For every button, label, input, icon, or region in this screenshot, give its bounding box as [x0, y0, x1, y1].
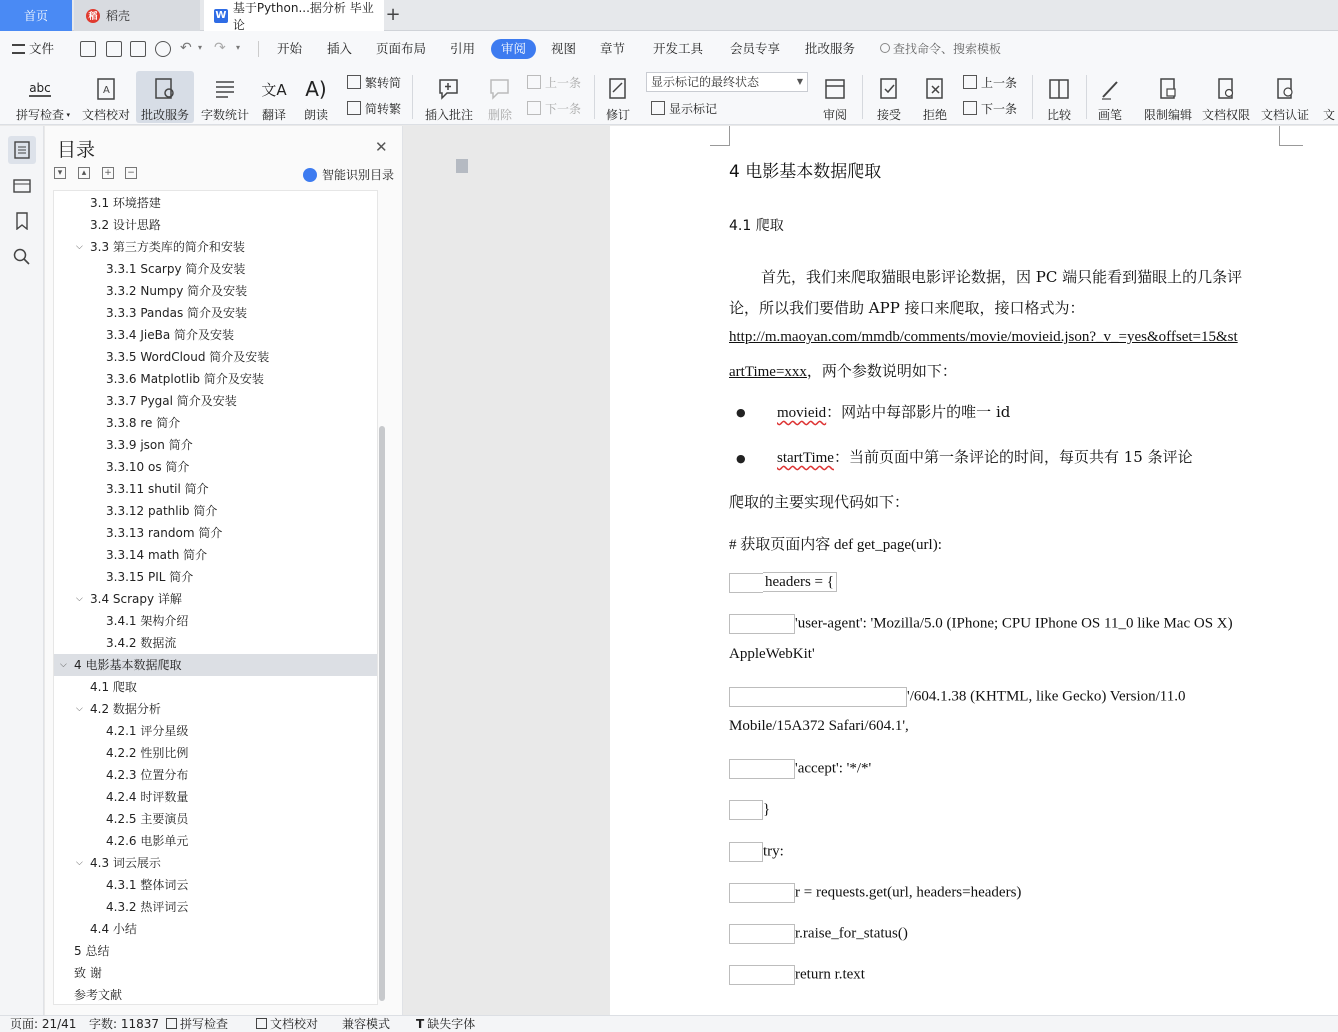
toc-item[interactable]: [54, 346, 377, 368]
correction-service-icon: [152, 76, 178, 102]
bookmark-panel-button[interactable]: [8, 207, 36, 235]
bullet-text: ：网站中每部影片的唯一 id: [826, 403, 1011, 421]
redo-icon[interactable]: ↷: [214, 40, 226, 56]
code-text: '/604.1.38 (KHTML, like Gecko) Version/11.0: [907, 688, 1186, 705]
code-line: [729, 924, 908, 944]
proofread-label: 文档校对: [81, 108, 130, 122]
toc-item[interactable]: [54, 258, 377, 280]
toc-item[interactable]: [54, 588, 377, 610]
indent-box: [729, 614, 795, 634]
more-ribbon-label: 文: [1322, 108, 1335, 122]
toc-item-label: 3.3 第三方类库的简介和安装: [90, 240, 245, 254]
indent-box: [729, 924, 795, 944]
menu-row: [0, 31, 1338, 67]
spell-check-status[interactable]: [166, 1017, 228, 1032]
indent-box: [729, 883, 795, 903]
bullet-item: [777, 401, 1010, 422]
prev-comment-icon: [527, 75, 541, 89]
toc-item-label: 3.3.6 Matplotlib 简介及安装: [106, 372, 264, 386]
tab-document-label: 基于Python...据分析 毕业论: [232, 0, 374, 32]
toc-item[interactable]: [54, 764, 377, 786]
toc-item[interactable]: [54, 192, 377, 214]
indent-box: [729, 800, 763, 820]
spell-check-label: 拼写检查: [15, 108, 64, 122]
code-text: r = requests.get(url, headers=headers): [795, 884, 1022, 901]
indent-box: [729, 687, 907, 707]
toc-item-label: 参考文献: [74, 988, 123, 1002]
compare-button[interactable]: [1040, 71, 1078, 123]
docer-logo-icon: 稻: [86, 9, 100, 23]
paragraph-line: 论，所以我们要借助 APP 接口来爬取，接口格式为：: [729, 299, 1085, 317]
code-text: r.raise_for_status(): [795, 925, 908, 942]
insert-comment-label: 插入批注: [424, 108, 473, 122]
compare-label: 比较: [1046, 108, 1071, 122]
toc-item-label: 4.1 爬取: [90, 680, 137, 694]
toc-item-label: 3.3.7 Pygal 简介及安装: [106, 394, 237, 408]
prev-change-icon: [963, 75, 977, 89]
code-line: # 获取页面内容 def get_page(url):: [729, 537, 942, 553]
paragraph-layout-icon[interactable]: [456, 159, 468, 173]
tab-home[interactable]: [0, 0, 72, 31]
command-search[interactable]: [880, 39, 1001, 59]
expand-up-icon[interactable]: ▴: [78, 167, 90, 179]
toc-item[interactable]: [54, 544, 377, 566]
code-line: Mobile/15A372 Safari/604.1',: [729, 718, 909, 734]
toc-item-label: 4.4 小结: [90, 922, 137, 936]
close-icon[interactable]: ✕: [375, 138, 388, 156]
svg-text:A: A: [103, 85, 110, 96]
delete-comment-icon: [487, 76, 513, 102]
toc-item[interactable]: [54, 742, 377, 764]
toc-panel: [45, 126, 403, 1015]
menu-divider: [258, 41, 259, 57]
insert-comment-button[interactable]: [420, 71, 478, 123]
next-comment-icon: [527, 101, 541, 115]
toc-item[interactable]: [54, 236, 377, 258]
code-intro: 爬取的主要实现代码如下：: [729, 493, 910, 511]
api-url-link[interactable]: http://m.maoyan.com/mmdb/comments/movie/movieid.json?_v_=yes&offset=15&st: [729, 329, 1238, 345]
prev-comment-label: 上一条: [545, 75, 582, 90]
missing-font-icon: T: [416, 1017, 425, 1031]
code-line: [729, 687, 1186, 707]
toc-item-label: 3.3.11 shutil 简介: [106, 482, 209, 496]
menu-insert[interactable]: 插入: [327, 41, 353, 56]
tab-home-label: 首页: [23, 9, 48, 23]
delete-comment-button[interactable]: [480, 71, 520, 123]
chevron-down-icon[interactable]: ⌵: [76, 242, 83, 252]
margin-mark: [1279, 145, 1303, 146]
print-preview-icon[interactable]: [155, 41, 171, 57]
toc-item[interactable]: [54, 280, 377, 302]
translate-label: 翻译: [261, 108, 286, 122]
word-count-icon: [212, 76, 238, 102]
show-markup-button[interactable]: [651, 98, 717, 118]
accept-button[interactable]: [870, 71, 908, 123]
pen-icon: [1097, 76, 1123, 102]
markup-mode-select[interactable]: [646, 72, 808, 92]
remove-heading-icon[interactable]: −: [125, 167, 137, 179]
toc-item-label: 4.2.4 时评数量: [106, 790, 189, 804]
page-counter[interactable]: 页面: 21/41: [10, 1017, 77, 1031]
export-icon[interactable]: [106, 41, 122, 57]
file-menu[interactable]: [12, 39, 54, 59]
menu-correction[interactable]: 批改服务: [805, 41, 856, 56]
document-certify-button[interactable]: [1256, 71, 1314, 123]
prev-change-button[interactable]: [963, 72, 1017, 92]
ribbon-divider: [412, 75, 413, 119]
proofread-icon: [93, 76, 119, 102]
restrict-editing-button[interactable]: [1140, 71, 1196, 123]
more-icon: [1320, 76, 1338, 102]
indent-box: [729, 842, 763, 862]
menu-developer[interactable]: 开发工具: [653, 41, 704, 56]
word-count-label: 字数统计: [200, 108, 249, 122]
toc-item[interactable]: [54, 654, 377, 676]
toc-item[interactable]: [54, 896, 377, 918]
toc-item[interactable]: [54, 456, 377, 478]
wps-writer-icon: W: [215, 10, 227, 21]
ribbon-divider: [862, 75, 863, 119]
toc-item[interactable]: [54, 852, 377, 874]
toc-item[interactable]: [54, 302, 377, 324]
indent-box: [729, 573, 763, 593]
margin-mark: [710, 145, 730, 146]
toc-item-label: 3.3.14 math 简介: [106, 548, 208, 562]
proofread-status[interactable]: [256, 1017, 318, 1032]
document-subheading: 4.1 爬取: [729, 218, 784, 234]
toc-item-label: 4.3.1 整体词云: [106, 878, 189, 892]
toc-item[interactable]: [54, 962, 377, 984]
print-icon[interactable]: [130, 41, 146, 57]
more-ribbon-button[interactable]: [1320, 71, 1338, 123]
toc-item-label: 3.3.3 Pandas 简介及安装: [106, 306, 248, 320]
code-line: AppleWebKit': [729, 646, 815, 662]
document-area: [404, 126, 1338, 1015]
chevron-down-icon[interactable]: ⌵: [76, 704, 83, 714]
toc-item[interactable]: [54, 478, 377, 500]
correction-service-button[interactable]: [136, 71, 194, 123]
word-count-status[interactable]: 字数: 11837: [89, 1017, 160, 1031]
ribbon-divider: [1086, 75, 1087, 119]
document-page[interactable]: [610, 126, 1338, 1015]
toc-item[interactable]: [54, 500, 377, 522]
document-certify-label: 文档认证: [1260, 108, 1309, 122]
menu-section[interactable]: 章节: [600, 41, 626, 56]
menu-member[interactable]: 会员专享: [730, 41, 781, 56]
restrict-editing-label: 限制编辑: [1143, 108, 1192, 122]
missing-font-label: 缺失字体: [427, 1017, 476, 1031]
track-changes-label: 修订: [605, 108, 630, 122]
reject-button[interactable]: [916, 71, 954, 123]
code-text: 'user-agent': 'Mozilla/5.0 (IPhone; CPU IPhone OS 11_0 like Mac OS X): [795, 615, 1233, 632]
hamburger-icon: [12, 44, 25, 54]
find-panel-button[interactable]: [8, 243, 36, 271]
reject-icon: [922, 76, 948, 102]
next-comment-label: 下一条: [545, 101, 582, 116]
toc-item[interactable]: [54, 434, 377, 456]
new-tab-button[interactable]: +: [385, 4, 401, 25]
toc-item-label: 3.1 环境搭建: [90, 196, 161, 210]
track-changes-button[interactable]: [598, 71, 638, 123]
document-permission-label: 文档权限: [1201, 108, 1250, 122]
toc-item[interactable]: [54, 610, 377, 632]
margin-mark: [1279, 126, 1280, 145]
checkbox-icon: [166, 1018, 177, 1029]
code-text: try:: [763, 843, 784, 860]
collapse-all-icon[interactable]: ▾: [54, 167, 66, 179]
toc-item[interactable]: [54, 984, 377, 1005]
toc-panel-button[interactable]: [8, 136, 36, 164]
code-line: [729, 759, 871, 779]
trad-to-simp-button[interactable]: [347, 72, 401, 92]
bookmark-icon: [15, 212, 29, 230]
chevron-down-icon[interactable]: ⌵: [76, 858, 83, 868]
toc-item-label: 致 谢: [74, 966, 102, 980]
prev-change-label: 上一条: [981, 75, 1018, 90]
next-comment-button[interactable]: [527, 98, 581, 118]
code-text: }: [763, 801, 771, 818]
toc-item-label: 4 电影基本数据爬取: [74, 658, 182, 672]
add-heading-icon[interactable]: +: [102, 167, 114, 179]
toc-item[interactable]: [54, 676, 377, 698]
reject-label: 拒绝: [922, 108, 947, 122]
toc-item-label: 3.3.8 re 简介: [106, 416, 181, 430]
api-url-link[interactable]: artTime=xxx: [729, 364, 807, 380]
toc-list: [53, 190, 378, 1005]
toc-item-label: 3.3.9 json 简介: [106, 438, 193, 452]
pen-button[interactable]: [1094, 71, 1126, 123]
toc-item-label: 4.3 词云展示: [90, 856, 161, 870]
toc-scrollbar[interactable]: [379, 426, 385, 1001]
bullet-icon: ●: [736, 452, 746, 465]
trad-to-simp-label: 繁转简: [365, 75, 402, 90]
toc-item-label: 4.2.3 位置分布: [106, 768, 189, 782]
code-line: [729, 842, 784, 862]
menu-review[interactable]: 审阅: [491, 39, 536, 59]
toc-item-label: 3.3.13 random 简介: [106, 526, 223, 540]
next-change-label: 下一条: [981, 101, 1018, 116]
code-text: 'accept': '*/*': [795, 760, 872, 777]
toc-icon: [14, 141, 30, 159]
simp-to-trad-button[interactable]: [347, 98, 401, 118]
search-icon: [880, 43, 890, 53]
lock-icon: [1155, 76, 1181, 102]
margin-mark: [729, 126, 730, 145]
toc-item[interactable]: [54, 214, 377, 236]
toc-item-label: 3.3.5 WordCloud 简介及安装: [106, 350, 270, 364]
toc-item[interactable]: [54, 632, 377, 654]
toc-item[interactable]: [54, 786, 377, 808]
document-permission-button[interactable]: [1198, 71, 1254, 123]
toc-title: 目录: [57, 139, 96, 161]
proofread-status-icon: [256, 1018, 267, 1029]
toc-item-label: 3.3.4 JieBa 简介及安装: [106, 328, 235, 342]
missing-font-status[interactable]: [416, 1017, 475, 1032]
command-search-label: 查找命令、搜索模板: [893, 42, 1002, 56]
side-rail: [0, 126, 44, 1015]
accept-label: 接受: [876, 108, 901, 122]
toc-item-label: 3.2 设计思路: [90, 218, 161, 232]
tab-bar: [0, 0, 1338, 31]
review-pane-icon: [822, 76, 848, 102]
word-count-button[interactable]: [196, 71, 254, 123]
markup-mode-value: 显示标记的最终状态: [651, 75, 760, 89]
toc-item[interactable]: [54, 720, 377, 742]
bullet-item: [777, 446, 1193, 467]
toc-item[interactable]: [54, 874, 377, 896]
accept-icon: [876, 76, 902, 102]
indent-box: [729, 965, 795, 985]
proofread-button[interactable]: [77, 71, 135, 123]
code-line: [729, 800, 770, 820]
menu-home[interactable]: 开始: [277, 41, 303, 56]
undo-icon[interactable]: ↶: [180, 40, 192, 56]
document-heading: 4 电影基本数据爬取: [729, 162, 882, 182]
prev-comment-button[interactable]: [527, 72, 581, 92]
save-icon[interactable]: [80, 41, 96, 57]
bullet-key: startTime: [777, 450, 834, 466]
toc-item-label: 3.3.2 Numpy 简介及安装: [106, 284, 248, 298]
ribbon-divider: [594, 75, 595, 119]
tab-document[interactable]: [204, 0, 384, 31]
spell-check-icon: abc: [29, 81, 51, 95]
customize-dropdown-icon[interactable]: ▾: [236, 43, 241, 52]
trad-to-simp-icon: [347, 75, 361, 89]
smart-toc-button[interactable]: [303, 166, 394, 183]
toc-item[interactable]: [54, 324, 377, 346]
compare-icon: [1046, 76, 1072, 102]
smart-toc-label: 智能识别目录: [322, 168, 395, 182]
tab-docer[interactable]: [74, 0, 200, 31]
spell-check-button[interactable]: [8, 71, 72, 123]
indent-box: [729, 759, 795, 779]
toc-item-label: 4.2.1 评分星级: [106, 724, 189, 738]
bullet-text: ：当前页面中第一条评论的时间，每页共有 15 条评论: [833, 448, 1193, 466]
toc-item[interactable]: [54, 808, 377, 830]
show-markup-icon: [651, 101, 665, 115]
code-text: return r.text: [795, 966, 865, 983]
chevron-down-icon[interactable]: ⌵: [76, 594, 83, 604]
search-icon: [13, 248, 31, 266]
simp-to-trad-icon: [347, 101, 361, 115]
toc-item-label: 3.3.15 PIL 简介: [106, 570, 194, 584]
chevron-down-icon[interactable]: ⌵: [60, 660, 67, 670]
certify-icon: [1272, 76, 1298, 102]
api-url-suffix: ，两个参数说明如下：: [806, 362, 957, 380]
review-ribbon: [0, 67, 1338, 125]
toc-item-label: 3.4.2 数据流: [106, 636, 177, 650]
chevron-down-icon: ▼: [796, 77, 803, 86]
nav-panel-button[interactable]: [8, 171, 36, 199]
next-change-button[interactable]: [963, 98, 1017, 118]
toc-item[interactable]: [54, 566, 377, 588]
simp-to-trad-label: 简转繁: [365, 101, 402, 116]
toc-item-label: 4.2.2 性别比例: [106, 746, 189, 760]
toc-item[interactable]: [54, 698, 377, 720]
toc-item-label: 4.2 数据分析: [90, 702, 161, 716]
review-pane-label: 审阅: [822, 108, 847, 122]
paragraph-line: 首先，我们来爬取猫眼电影评论数据，因 PC 端只能看到猫眼上的几条评: [761, 268, 1243, 286]
code-line: [729, 614, 1233, 634]
toc-item[interactable]: [54, 830, 377, 852]
toc-item[interactable]: [54, 940, 377, 962]
toc-item[interactable]: [54, 522, 377, 544]
menu-view[interactable]: 视图: [551, 41, 577, 56]
toc-item-label: 3.4.1 架构介绍: [106, 614, 189, 628]
proofread-status-label: 文档校对: [270, 1017, 319, 1031]
menu-page-layout[interactable]: 页面布局: [376, 41, 427, 56]
toc-item-label: 3.3.12 pathlib 简介: [106, 504, 218, 518]
ribbon-divider: [1032, 75, 1033, 119]
code-line: [729, 883, 1021, 903]
compat-mode-status: 兼容模式: [342, 1017, 391, 1031]
toc-item-label: 3.3.10 os 简介: [106, 460, 190, 474]
translate-button[interactable]: [256, 71, 292, 123]
bullet-icon: ●: [736, 406, 746, 419]
spell-check-status-label: 拼写检查: [180, 1017, 229, 1031]
navigation-icon: [13, 177, 31, 193]
read-aloud-button[interactable]: [298, 71, 334, 123]
bullet-key: movieid: [777, 405, 827, 421]
read-aloud-label: 朗读: [303, 108, 328, 122]
permission-icon: [1213, 76, 1239, 102]
toc-item-label: 5 总结: [74, 944, 110, 958]
code-line: [729, 965, 865, 985]
robot-icon: [303, 168, 317, 182]
status-bar: [0, 1015, 1338, 1032]
correction-service-label: 批改服务: [140, 108, 189, 122]
toc-item[interactable]: [54, 390, 377, 412]
track-changes-icon: [605, 76, 631, 102]
toc-item[interactable]: [54, 368, 377, 390]
spell-check-dropdown-icon: ▾: [66, 111, 70, 119]
pen-label: 画笔: [1097, 108, 1122, 122]
delete-comment-label: 删除: [487, 108, 512, 122]
show-markup-label: 显示标记: [669, 101, 718, 116]
toc-item-label: 3.4 Scrapy 详解: [90, 592, 182, 606]
toc-item[interactable]: [54, 412, 377, 434]
menu-references[interactable]: 引用: [450, 41, 476, 56]
read-aloud-icon: A): [305, 77, 327, 101]
file-menu-label: 文件: [29, 41, 55, 56]
toc-item-label: 4.3.2 热评词云: [106, 900, 189, 914]
toc-item-label: 3.3.1 Scarpy 简介及安装: [106, 262, 246, 276]
review-pane-button[interactable]: [816, 71, 854, 123]
tab-docer-label: 稻壳: [106, 9, 131, 23]
undo-dropdown-icon[interactable]: ▾: [198, 43, 203, 52]
toc-item-label: 4.2.6 电影单元: [106, 834, 189, 848]
toc-item[interactable]: [54, 918, 377, 940]
next-change-icon: [963, 101, 977, 115]
code-text: headers = {: [763, 572, 837, 592]
insert-comment-icon: [436, 76, 462, 102]
translate-icon: 文A: [261, 80, 287, 99]
code-line: [729, 573, 837, 593]
toc-item-label: 4.2.5 主要演员: [106, 812, 189, 826]
api-url-line: [729, 360, 957, 381]
